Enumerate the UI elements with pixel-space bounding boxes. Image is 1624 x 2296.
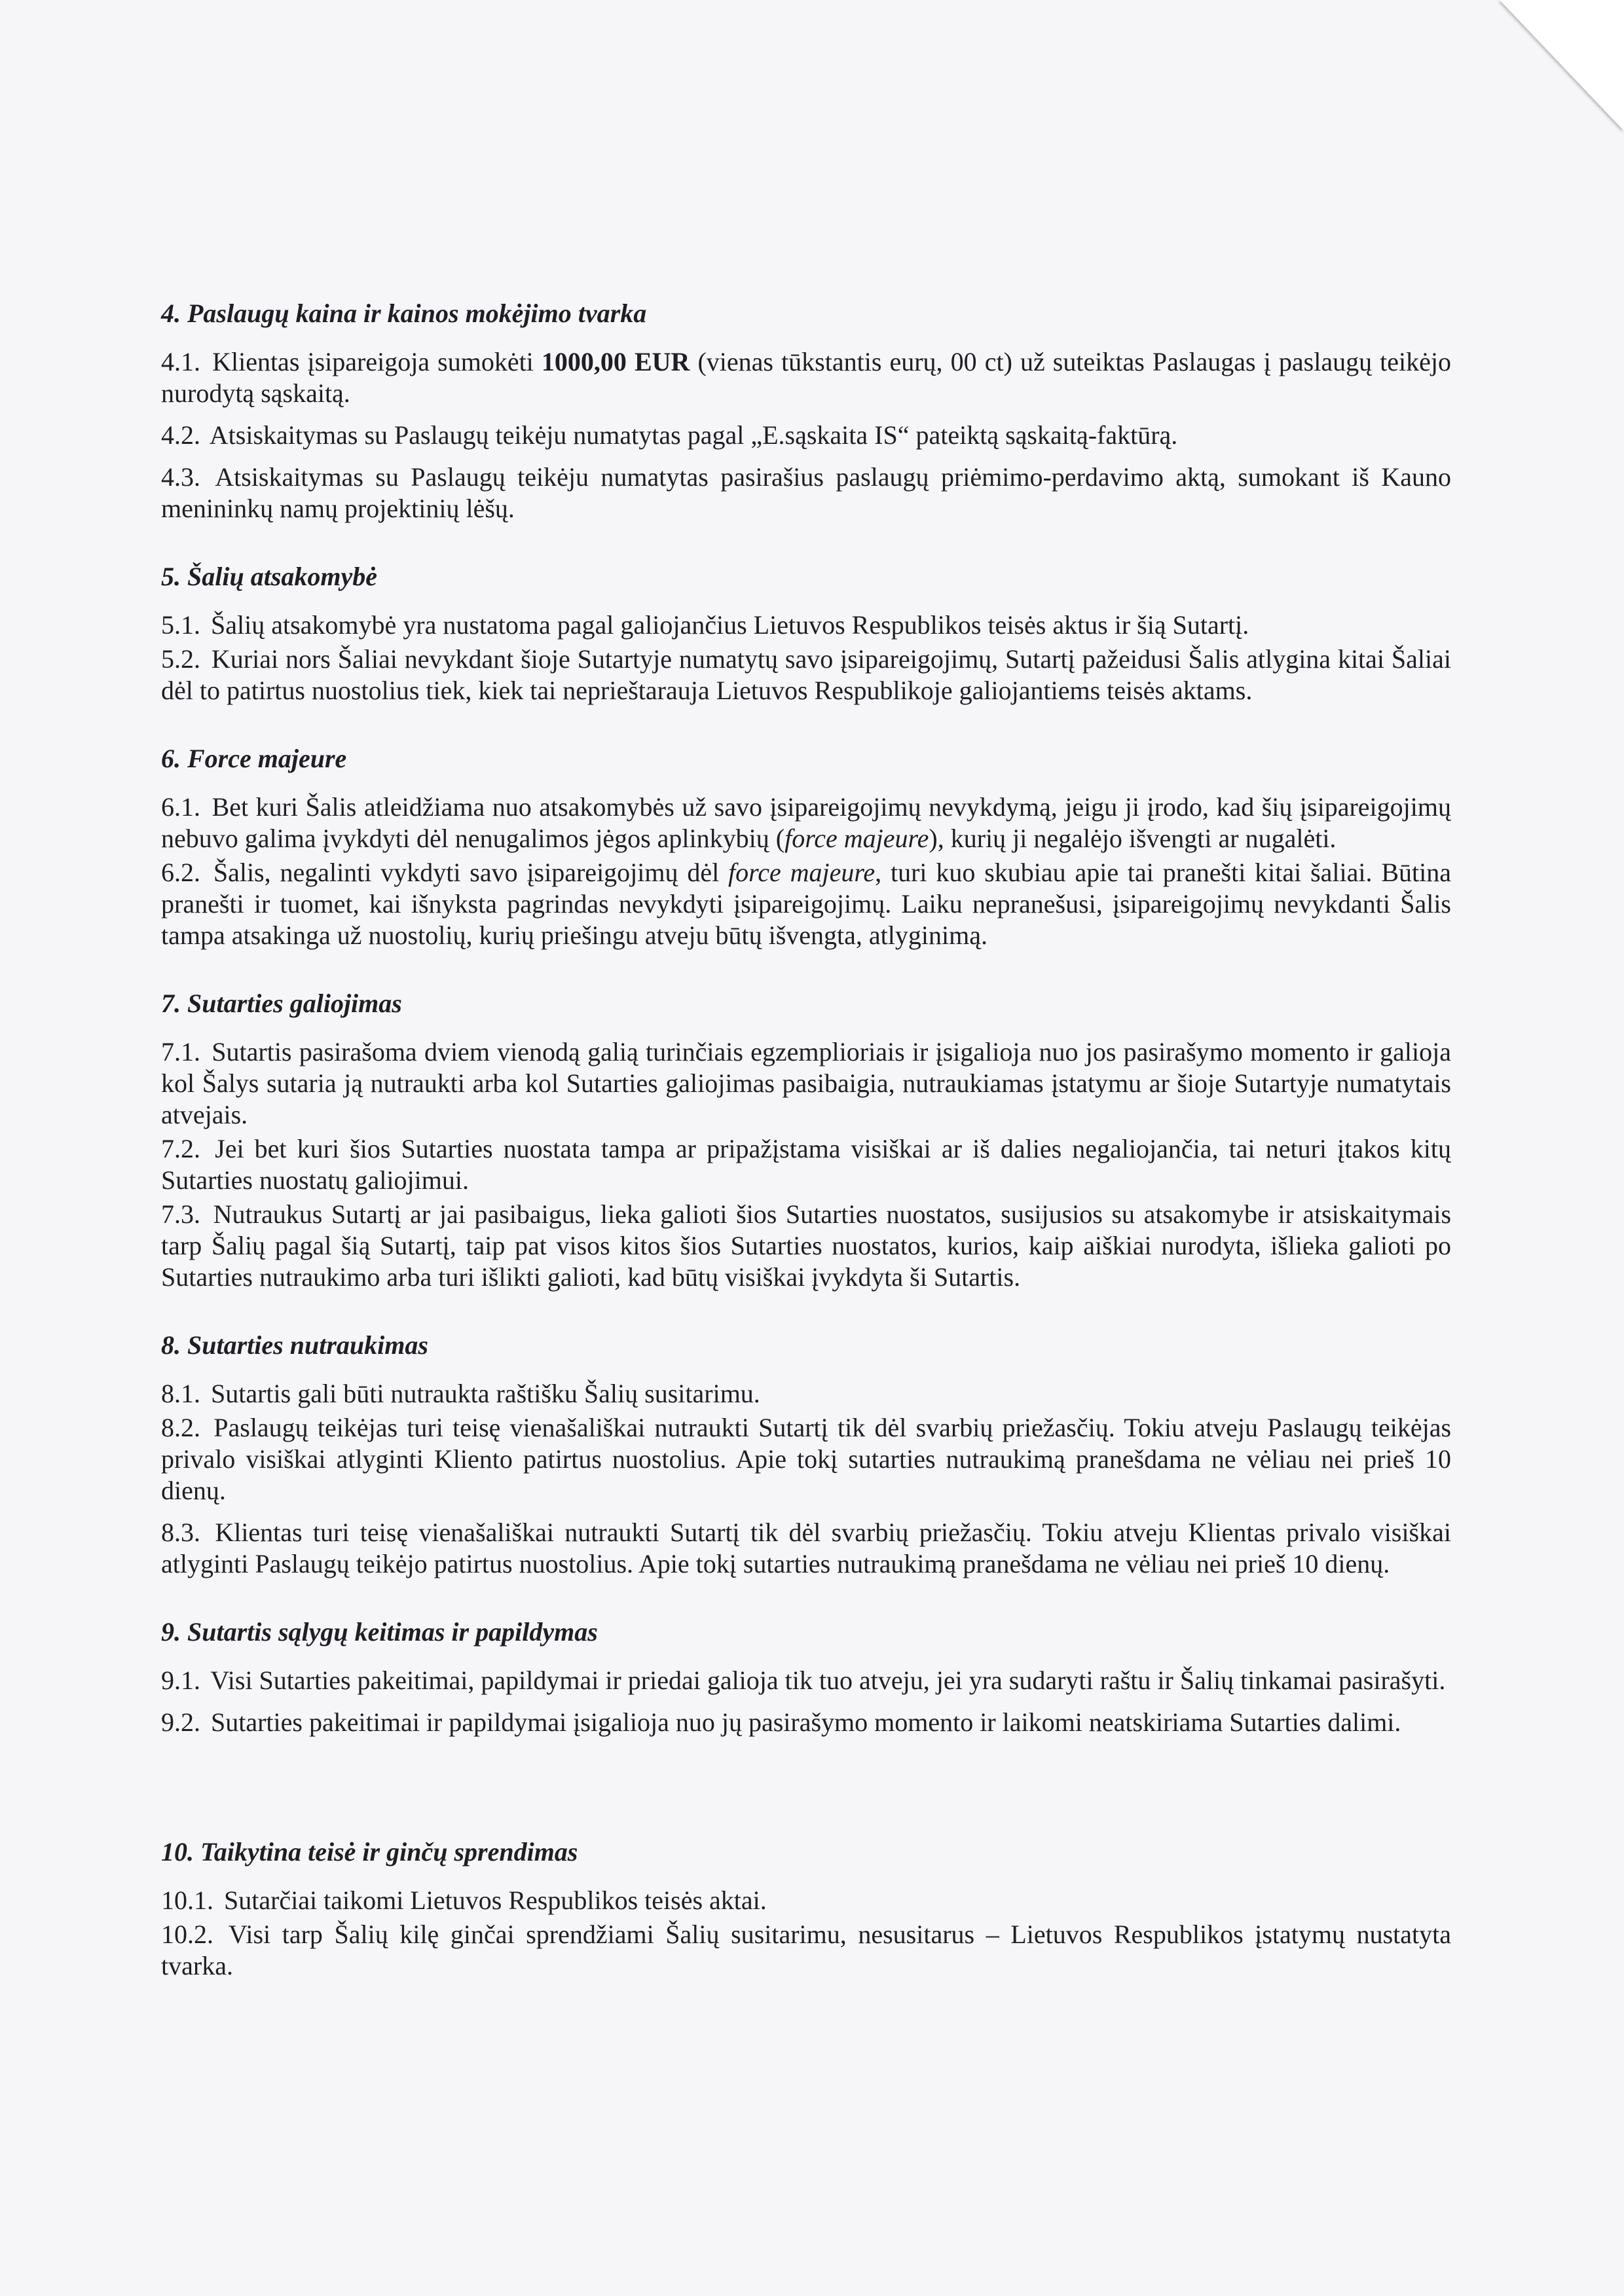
- clause-7-2: [161, 1133, 1451, 1196]
- section-title: 10. Taikytina teisė ir ginčų sprendimas: [161, 1837, 578, 1867]
- clause-6-1: [161, 792, 1451, 854]
- section-4-price: [161, 298, 1451, 524]
- section-title: 9. Sutartis sąlygų keitimas ir papildymas: [161, 1617, 598, 1647]
- clause-number: 7.3.: [161, 1199, 200, 1229]
- folded-page-corner: [1500, 0, 1624, 131]
- section-6-force-majeure: [161, 743, 1451, 951]
- clause-text: Sutartis gali būti nutraukta raštišku Šalių susitarimu.: [211, 1379, 760, 1408]
- clause-number: 6.2.: [161, 858, 200, 887]
- clause-9-2: [161, 1707, 1451, 1738]
- clause-number: 7.1.: [161, 1037, 200, 1066]
- clause-text: Klientas turi teisę vienašališkai nutraukti Sutartį tik dėl svarbių priežasčių. Tokiu atveju Klientas privalo visiškai atlyginti Paslaugų teikėjo patirtus nuostolius. Apie tokį sutarties nutraukimą pranešdama ne vėliau nei prieš 10 dienų.: [161, 1518, 1451, 1578]
- price-amount: 1000,00 EUR: [541, 347, 690, 376]
- clause-text: Nutraukus Sutartį ar jai pasibaigus, lieka galioti šios Sutarties nuostatos, susijusios su atsakomybe ir atsiskaitymais tarp Šalių pagal šią Sutartį, taip pat visos kitos šios Sutarties nuostatos, kurios, kaip aiškiai nurodyta, išlieka galioti po Sutarties nutraukimo arba turi išlikti galioti, kad būtų visiškai įvykdyta ši Sutartis.: [161, 1199, 1452, 1292]
- clause-text: Sutarties pakeitimai ir papildymai įsigalioja nuo jų pasirašymo momento ir laikomi neatskiriama Sutarties dalimi.: [211, 1707, 1401, 1737]
- section-5-liability: [161, 561, 1451, 706]
- clause-text: Sutartis pasirašoma dviem vienodą galią turinčiais egzemplioriais ir įsigalioja nuo jos pasirašymo momento ir galioja kol Šalys sutaria ją nutraukti arba kol Sutarties galiojimas pasibaigia, nutraukiamas įstatymu ar šioje Sutartyje numatytais atvejais.: [161, 1037, 1452, 1129]
- clause-number: 6.1.: [161, 792, 200, 822]
- clause-text: Sutarčiai taikomi Lietuvos Respublikos teisės aktai.: [224, 1886, 767, 1915]
- clause-5-2: [161, 644, 1451, 706]
- section-10-governing-law: [161, 1836, 1451, 1982]
- clause-text: Visi tarp Šalių kilę ginčai sprendžiami Šalių susitarimu, nesusitarus – Lietuvos Respublikos įstatymų nustatyta tvarka.: [161, 1920, 1452, 1980]
- clause-text: Visi Sutarties pakeitimai, papildymai ir priedai galioja tik tuo atveju, jei yra sudaryti raštu ir Šalių tinkamai pasirašyti.: [210, 1666, 1446, 1695]
- clause-7-1: [161, 1036, 1451, 1131]
- clause-number: 4.1.: [161, 347, 200, 376]
- clause-text: Jei bet kuri šios Sutarties nuostata tampa ar pripažįstama visiškai ar iš dalies negaliojančia, tai neturi įtakos kitų Sutarties nuostatų galiojimui.: [161, 1134, 1452, 1195]
- clause-text: Atsiskaitymas su Paslaugų teikėju numatytas pasirašius paslaugų priėmimo-perdavimo aktą, sumokant iš Kauno menininkų namų projektinių lėšų.: [161, 462, 1451, 523]
- clause-number: 4.3.: [161, 462, 200, 492]
- clause-text-post: ), kurių ji negalėjo išvengti ar nugalėti.: [929, 824, 1337, 853]
- clause-text: Kuriai nors Šaliai nevykdant šioje Sutartyje numatytų savo įsipareigojimų, Sutartį pažeidusi Šalis atlygina kitai Šaliai dėl to patirtus nuostolius tiek, kiek tai neprieštarauja Lietuvos Respublikoje galiojantiems teisės aktams.: [161, 644, 1452, 705]
- section-title: 7. Sutarties galiojimas: [161, 989, 402, 1018]
- clause-number: 8.2.: [161, 1413, 200, 1442]
- clause-text: Atsiskaitymas su Paslaugų teikėju numatytas pagal „E.sąskaita IS“ pateiktą sąskaitą-faktūrą.: [209, 420, 1178, 450]
- contract-page: [161, 298, 1451, 2018]
- section-title: 5. Šalių atsakomybė: [161, 562, 378, 591]
- clause-text-pre: Bet kuri Šalis atleidžiama nuo atsakomybės už savo įsipareigojimų nevykdymą, jeigu ji įrodo, kad šių įsipareigojimų nebuvo galima įvykdyti dėl nenugalimos jėgos aplinkybių (: [161, 792, 1452, 853]
- clause-10-1: [161, 1885, 1451, 1916]
- section-title: 6. Force majeure: [161, 744, 347, 773]
- clause-number: 7.2.: [161, 1134, 200, 1163]
- clause-number: 8.3.: [161, 1518, 200, 1547]
- clause-9-1: [161, 1665, 1451, 1696]
- clause-7-3: [161, 1199, 1451, 1293]
- clause-8-3: [161, 1517, 1451, 1580]
- clause-10-2: [161, 1919, 1451, 1982]
- clause-8-1: [161, 1378, 1451, 1410]
- clause-4-2: [161, 420, 1451, 451]
- clause-text-post: , turi kuo skubiau apie tai pranešti kitai šaliai. Būtina pranešti ir tuomet, kai išnyksta pagrindas nevykdyti įsipareigojimų. Laiku nepranešusi, įsipareigojimų nevykdanti Šalis tampa atsakinga už nuostolių, kurių priešingu atveju būtų išvengta, atlyginimą.: [161, 858, 1451, 950]
- section-9-amendments: [161, 1616, 1451, 1738]
- clause-5-1: [161, 610, 1451, 641]
- clause-number: 8.1.: [161, 1379, 200, 1408]
- clause-number: 9.1.: [161, 1666, 200, 1695]
- clause-number: 4.2.: [161, 420, 200, 450]
- clause-number: 9.2.: [161, 1707, 200, 1737]
- clause-text-pre: Šalis, negalinti vykdyti savo įsipareigojimų dėl: [213, 858, 729, 887]
- clause-text: Paslaugų teikėjas turi teisę vienašališkai nutraukti Sutartį tik dėl svarbių priežasčių. Tokiu atveju Paslaugų teikėjas privalo visiškai atlyginti Kliento patirtus nuostolius. Apie tokį sutarties nutraukimą pranešdama ne vėliau nei prieš 10 dienų.: [161, 1413, 1452, 1505]
- clause-text-post: (vienas tūkstantis eurų, 00 ct) už suteiktas Paslaugas į paslaugų teikėjo nurodytą sąskaitą.: [161, 347, 1452, 408]
- clause-text: Šalių atsakomybė yra nustatoma pagal galiojančius Lietuvos Respublikos teisės aktus ir šią Sutartį.: [211, 610, 1249, 640]
- force-majeure-term: force majeure: [728, 858, 876, 887]
- clause-4-3: [161, 462, 1451, 524]
- clause-number: 10.1.: [161, 1886, 213, 1915]
- clause-number: 5.1.: [161, 610, 200, 640]
- clause-number: 10.2.: [161, 1920, 213, 1949]
- clause-text-pre: Klientas įsipareigoja sumokėti: [212, 347, 542, 376]
- section-title: 4. Paslaugų kaina ir kainos mokėjimo tvarka: [161, 299, 647, 328]
- clause-8-2: [161, 1412, 1451, 1506]
- force-majeure-term: force majeure: [784, 824, 929, 853]
- section-7-validity: [161, 988, 1451, 1293]
- section-title: 8. Sutarties nutraukimas: [161, 1330, 428, 1360]
- clause-4-1: [161, 346, 1451, 409]
- clause-number: 5.2.: [161, 644, 200, 674]
- clause-6-2: [161, 857, 1451, 951]
- section-8-termination: [161, 1330, 1451, 1580]
